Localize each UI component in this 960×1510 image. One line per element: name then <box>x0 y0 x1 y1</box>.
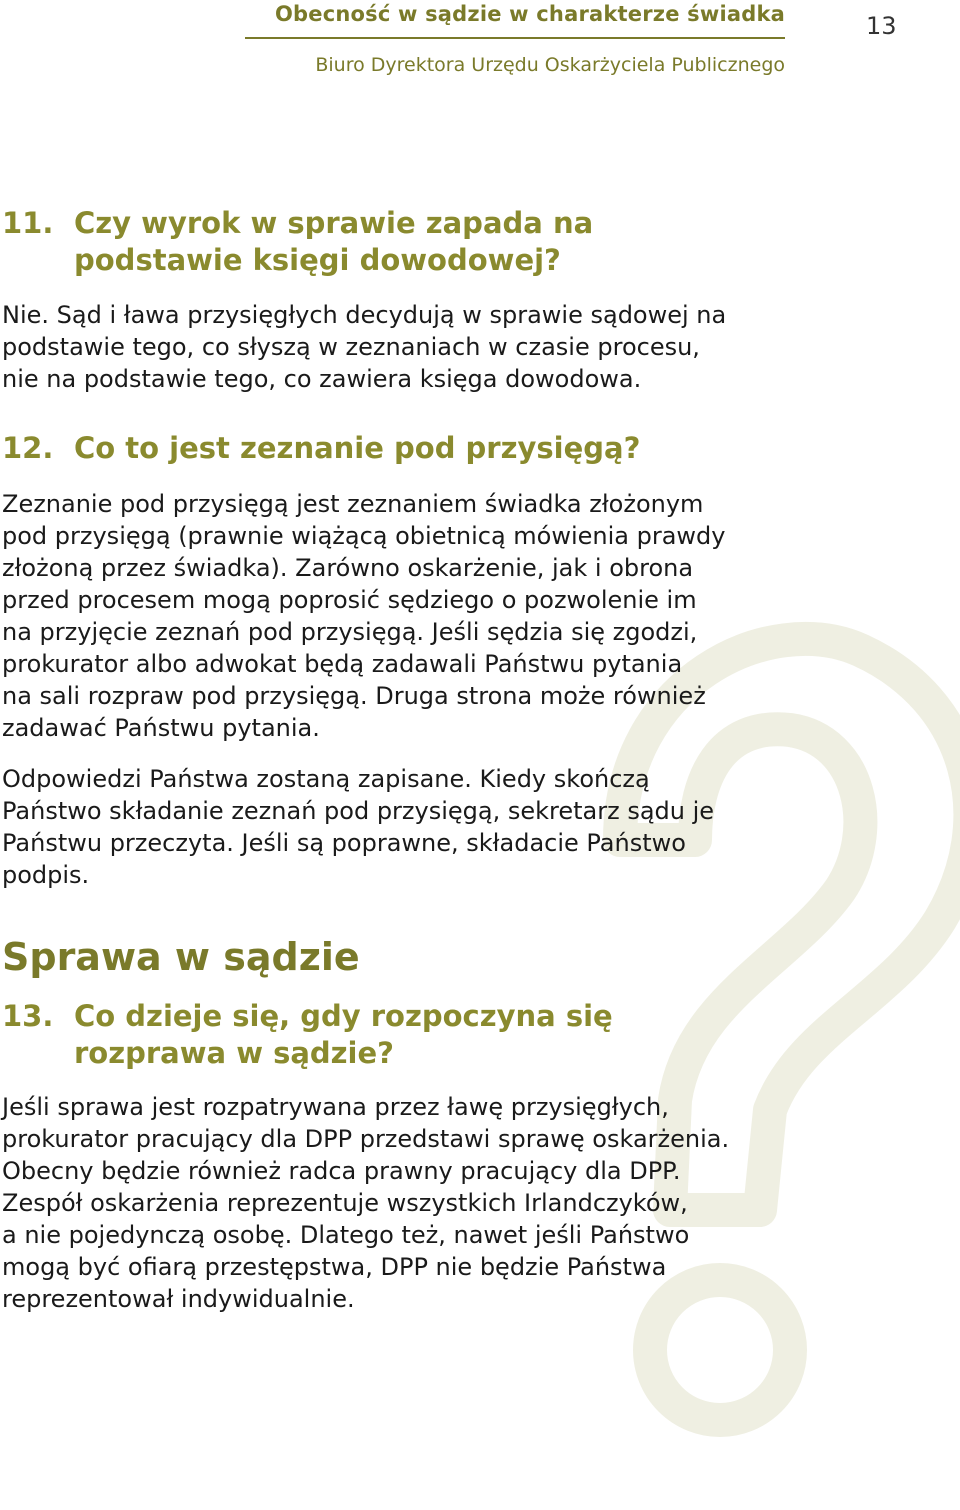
text-line: Odpowiedzi Państwa zostaną zapisane. Kiedy skończą <box>2 765 650 793</box>
text-line: podpis. <box>2 861 90 889</box>
text-line: na przyjęcie zeznań pod przysięgą. Jeśli sędzia się zgodzi, <box>2 618 698 646</box>
text-line: przed procesem mogą poprosić sędziego o pozwolenie im <box>2 586 697 614</box>
text-line: podstawie tego, co słyszą w zeznaniach w czasie procesu, <box>2 333 700 361</box>
answer-12-paragraph-2 <box>2 763 882 891</box>
question-text-continued: podstawie księgi dowodowej? <box>74 243 561 277</box>
text-line: mogą być ofiarą przestępstwa, DPP nie będzie Państwa <box>2 1253 667 1281</box>
text-line: złożoną przez świadka). Zarówno oskarżenie, jak i obrona <box>2 554 694 582</box>
text-line: Państwo składanie zeznań pod przysięgą, sekretarz sądu je <box>2 797 715 825</box>
question-11-heading <box>2 205 593 279</box>
text-line: Zeznanie pod przysięgą jest zeznaniem świadka złożonym <box>2 490 704 518</box>
answer-13-paragraph <box>2 1091 882 1315</box>
question-12-heading <box>2 430 640 467</box>
page-number: 13 <box>866 12 897 40</box>
question-text: Czy wyrok w sprawie zapada na <box>74 206 594 240</box>
text-line: Nie. Sąd i ława przysięgłych decydują w sprawie sądowej na <box>2 301 727 329</box>
text-line: prokurator pracujący dla DPP przedstawi sprawę oskarżenia. <box>2 1125 730 1153</box>
text-line: Obecny będzie również radca prawny pracujący dla DPP. <box>2 1157 681 1185</box>
question-text-continued: rozprawa w sądzie? <box>74 1036 394 1070</box>
question-number: 12. <box>2 431 54 465</box>
text-line: nie na podstawie tego, co zawiera księga dowodowa. <box>2 365 642 393</box>
question-text: Co to jest zeznanie pod przysięgą? <box>74 431 641 465</box>
text-line: pod przysięgą (prawnie wiążącą obietnicą mówienia prawdy <box>2 522 726 550</box>
answer-12-paragraph-1 <box>2 488 882 744</box>
text-line: zadawać Państwu pytania. <box>2 714 320 742</box>
section-heading: Sprawa w sądzie <box>2 935 360 979</box>
text-line: prokurator albo adwokat będą zadawali Państwu pytania <box>2 650 683 678</box>
running-header-title: Obecność w sądzie w charakterze świadka <box>274 2 785 26</box>
text-line: a nie pojedynczą osobę. Dlatego też, nawet jeśli Państwo <box>2 1221 690 1249</box>
question-text: Co dzieje się, gdy rozpoczyna się <box>74 999 613 1033</box>
text-line: Jeśli sprawa jest rozpatrywana przez ławę przysięgłych, <box>2 1093 669 1121</box>
answer-11-paragraph <box>2 299 882 395</box>
text-line: Państwu przeczyta. Jeśli są poprawne, składacie Państwo <box>2 829 686 857</box>
question-13-heading <box>2 998 613 1072</box>
text-line: Zespół oskarżenia reprezentuje wszystkich Irlandczyków, <box>2 1189 688 1217</box>
text-line: na sali rozpraw pod przysięgą. Druga strona może również <box>2 682 706 710</box>
question-number: 11. <box>2 206 54 240</box>
question-number: 13. <box>2 999 54 1033</box>
text-line: reprezentował indywidualnie. <box>2 1285 355 1313</box>
header-divider <box>245 37 785 39</box>
running-header-subtitle: Biuro Dyrektora Urzędu Oskarżyciela Publicznego <box>315 54 785 76</box>
